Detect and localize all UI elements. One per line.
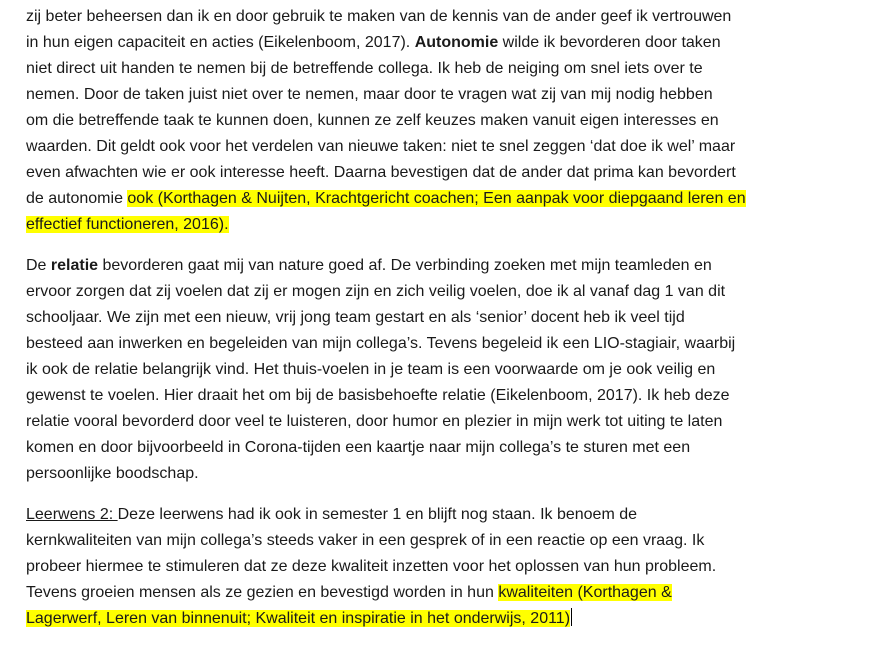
text-line: ik ook de relatie belangrijk vind. Het thuis-voelen in je team is een voorwaarde om je ook veilig en xyxy=(26,361,716,378)
text-line xyxy=(26,212,856,238)
text-line: relatie vooral bevorderd door veel te luisteren, door humor en plezier in mijn werk tot uiting te laten xyxy=(26,413,723,430)
text-line: nemen. Door de taken juist niet over te nemen, maar door te vragen wat zij van mij nodig hebben xyxy=(26,86,713,103)
text-line: ervoor zorgen dat zij voelen dat zij er mogen zijn en zich veilig voelen, doe ik al vanaf dag 1 van dit xyxy=(26,283,726,300)
text-run: De xyxy=(26,257,51,274)
text-line: kernkwaliteiten van mijn collega’s steeds vaker in een gesprek of in een reactie op een vraag. Ik xyxy=(26,532,705,549)
text-line: zij beter beheersen dan ik en door gebruik te maken van de kennis van de ander geef ik vertrouwen xyxy=(26,8,732,25)
text-run: Tevens groeien mensen als ze gezien en bevestigd worden in hun xyxy=(26,584,499,601)
text-line xyxy=(26,30,856,56)
text-line: om die betreffende taak te kunnen doen, kunnen ze zelf keuzes maken vanuit eigen interesses en xyxy=(26,112,719,129)
text-cursor xyxy=(571,608,572,626)
bold-term-relatie: relatie xyxy=(50,257,99,274)
text-line: gewenst te voelen. Hier draait het om bij de basisbehoefte relatie (Eikelenboom, 2017). Ik heb deze xyxy=(26,387,730,404)
text-line xyxy=(26,606,856,632)
text-run: wilde ik bevorderen door taken xyxy=(498,34,721,51)
text-line: waarden. Dit geldt ook voor het verdelen van nieuwe taken: niet te snel zeggen ‘dat doe ik wel’ maar xyxy=(26,138,736,155)
highlighted-citation: ook (Korthagen & Nuijten, Krachtgericht coachen; Een aanpak voor diepgaand leren en xyxy=(127,190,746,207)
text-run: Deze leerwens had ik ook in semester 1 en blijft nog staan. Ik benoem de xyxy=(117,506,638,523)
highlighted-citation: Lagerwerf, Leren van binnenuit; Kwaliteit en inspiratie in het onderwijs, 2011) xyxy=(26,610,571,627)
paragraph-leerwens-2[interactable] xyxy=(26,502,856,632)
text-line xyxy=(26,253,856,279)
underlined-heading-leerwens: Leerwens 2: xyxy=(26,506,118,523)
text-run: bevorderen gaat mij van nature goed af. De verbinding zoeken met mijn teamleden en xyxy=(98,257,712,274)
text-line xyxy=(26,502,856,528)
text-line: komen en door bijvoorbeeld in Corona-tijden een kaartje naar mijn collega’s te sturen met een xyxy=(26,439,691,456)
text-line: schooljaar. We zijn met een nieuw, vrij jong team gestart en als ‘senior’ docent heb ik veel tijd xyxy=(26,309,685,326)
text-line: persoonlijke boodschap. xyxy=(26,465,199,482)
text-run: in hun eigen capaciteit en acties (Eikelenboom, 2017). xyxy=(26,34,415,51)
text-line: besteed aan inwerken en begeleiden van mijn collega’s. Tevens begeleid ik een LIO-stagiair, waarbij xyxy=(26,335,736,352)
text-line xyxy=(26,580,856,606)
highlighted-citation: effectief functioneren, 2016). xyxy=(26,216,229,233)
text-run: de autonomie xyxy=(26,190,128,207)
text-line: even afwachten wie er ook interesse heeft. Daarna bevestigen dat de ander dat prima kan bevordert xyxy=(26,164,736,181)
highlighted-citation: kwaliteiten (Korthagen & xyxy=(498,584,672,601)
text-line: probeer hiermee te stimuleren dat ze deze kwaliteit inzetten voor het oplossen van hun probleem. xyxy=(26,558,717,575)
text-line xyxy=(26,186,856,212)
paragraph-autonomie[interactable] xyxy=(26,4,856,238)
paragraph-relatie[interactable] xyxy=(26,253,856,487)
bold-term-autonomie: Autonomie xyxy=(414,34,499,51)
text-line: niet direct uit handen te nemen bij de betreffende collega. Ik heb de neiging om snel iets over te xyxy=(26,60,703,77)
